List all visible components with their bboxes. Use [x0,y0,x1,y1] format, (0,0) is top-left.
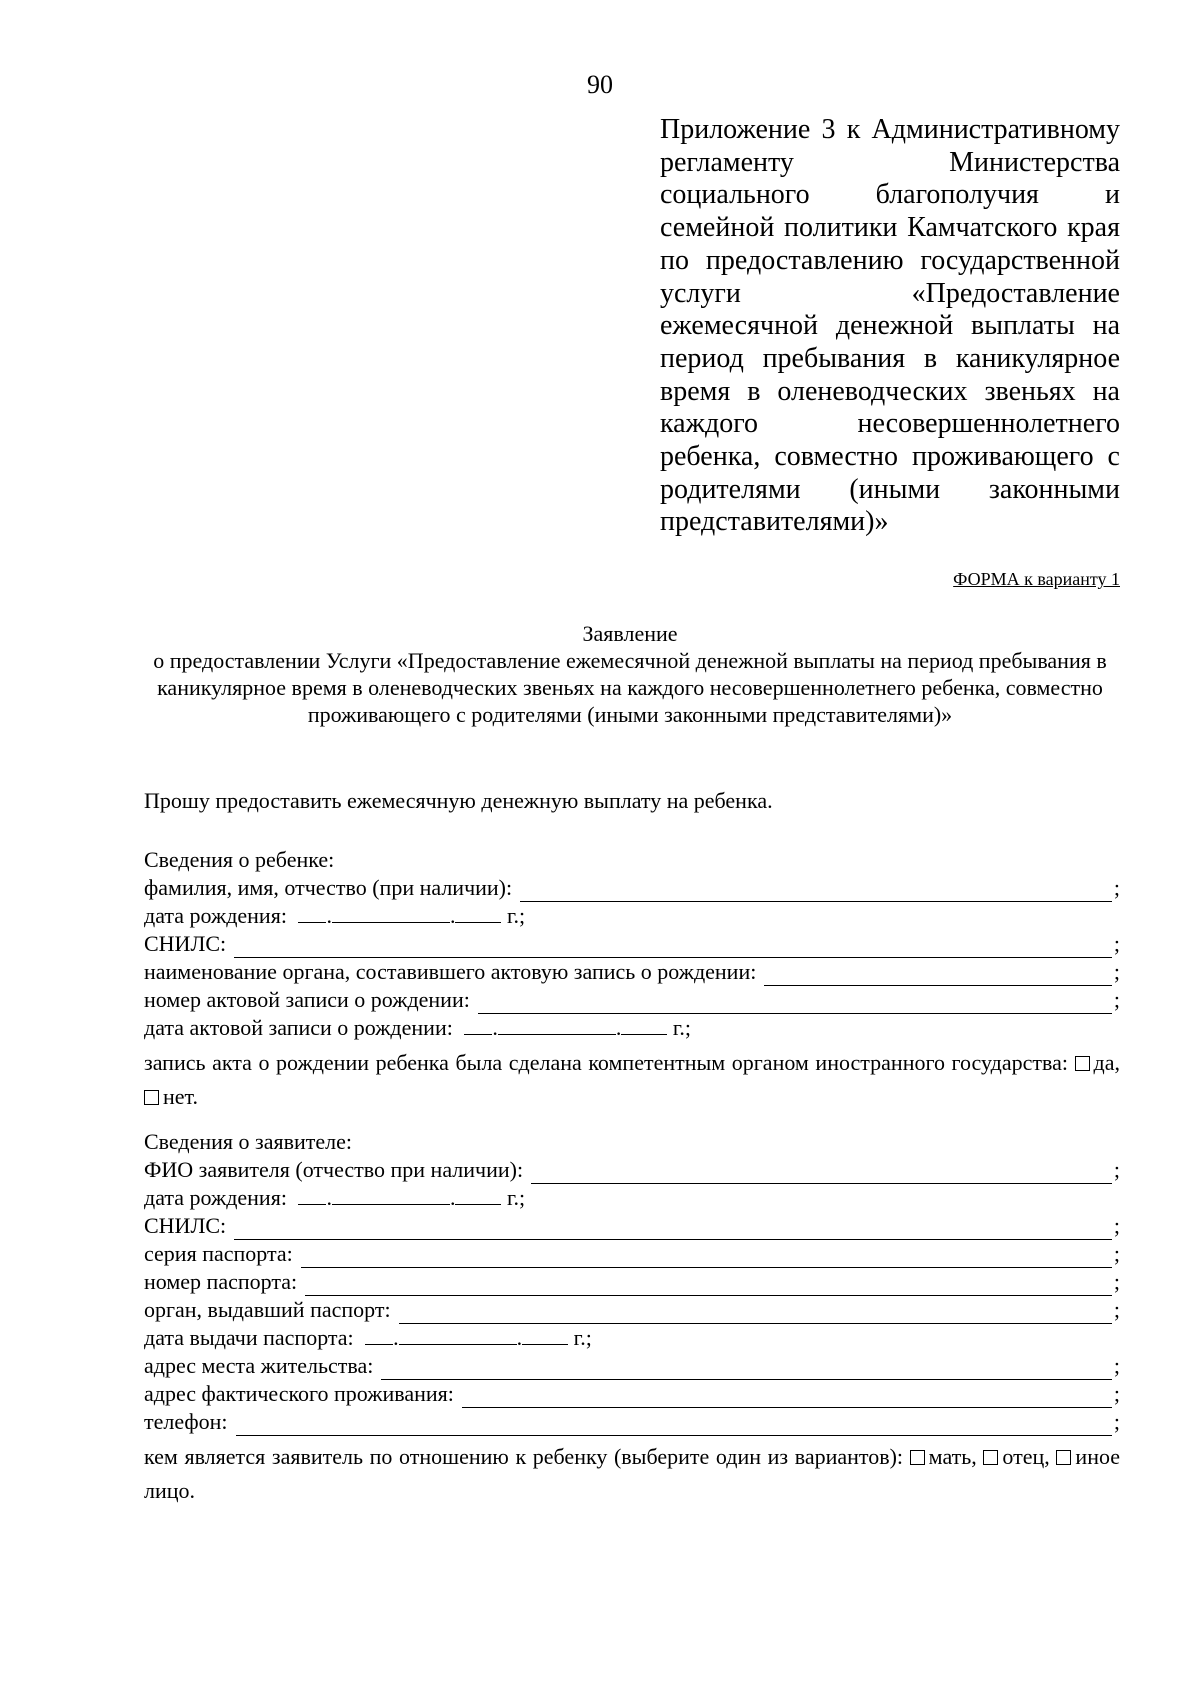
child-foreign-text: запись акта о рождении ребенка была сделана компетентным органом иностранного государства: [144,1050,1068,1075]
passport-number-field[interactable] [305,1275,1112,1296]
year-field[interactable] [455,904,501,923]
form-variant-label: ФОРМА к варианту 1 [953,569,1120,589]
applicant-snils-field[interactable] [234,1219,1112,1240]
child-record-date-row: дата актовой записи о рождении: . . г.; [144,1015,691,1040]
actual-address-row: адрес фактического проживания: ; [144,1381,1120,1406]
actual-address-field[interactable] [462,1387,1112,1408]
applicant-fio-field[interactable] [531,1163,1112,1184]
child-fio-label: фамилия, имя, отчество (при наличии): [144,875,513,900]
title-subtitle: о предоставлении Услуги «Предоставление ежемесячной денежной выплаты на период пребывания в каникулярное время в оленеводческих звеньях на каждого несовершеннолетнего ребенка, совместно проживающего с родителями (иными законными представителями)» [153,648,1107,727]
child-organ-label: наименование органа, составившего актовую запись о рождении: [144,959,757,984]
relation-text: кем является заявитель по отношению к ребенку (выберите один из вариантов): [144,1444,904,1469]
applicant-heading: Сведения о заявителе: [144,1129,353,1154]
child-snils-row: СНИЛС: ; [144,931,1120,956]
phone-label: телефон: [144,1409,228,1434]
father-checkbox[interactable] [983,1450,998,1465]
child-snils-field[interactable] [234,937,1112,958]
applicant-snils-row: СНИЛС: ; [144,1213,1120,1238]
applicant-fio-label: ФИО заявителя (отчество при наличии): [144,1157,524,1182]
document-title [140,620,1120,728]
child-birth-row: дата рождения: . . г.; [144,903,526,928]
child-foreign-record [144,1046,1120,1114]
passport-series-label: серия паспорта: [144,1241,293,1266]
child-fio-row [144,874,1120,902]
applicant-relation [144,1440,1120,1508]
child-snils-label: СНИЛС: [144,931,227,956]
passport-issuer-field[interactable] [399,1303,1112,1324]
mother-label: мать, [928,1444,977,1469]
month-field[interactable] [399,1326,517,1345]
year-field[interactable] [621,1016,667,1035]
other-label: иное лицо. [144,1444,1121,1503]
other-checkbox[interactable] [1056,1450,1071,1465]
appendix-note [660,114,1120,539]
yes-label: да, [1093,1050,1120,1075]
day-field[interactable] [298,904,326,923]
residence-field[interactable] [381,1359,1111,1380]
mother-checkbox[interactable] [910,1450,925,1465]
phone-row: телефон: ; [144,1409,1120,1434]
no-label: нет. [163,1084,198,1109]
day-field[interactable] [464,1016,492,1035]
child-heading: Сведения о ребенке: [144,847,335,872]
applicant-section [144,1128,1120,1508]
passport-series-row: серия паспорта: ; [144,1241,1120,1266]
year-field[interactable] [522,1326,568,1345]
passport-series-field[interactable] [301,1247,1112,1268]
passport-number-row: номер паспорта: ; [144,1269,1120,1294]
father-label: отец, [1002,1444,1050,1469]
applicant-birth-row: дата рождения: . . г.; [144,1185,526,1210]
no-checkbox[interactable] [144,1090,159,1105]
actual-address-label: адрес фактического проживания: [144,1381,454,1406]
page-number: 90 [587,70,613,99]
passport-date-row: дата выдачи паспорта: . . г.; [144,1325,592,1350]
residence-label: адрес места жительства: [144,1353,374,1378]
phone-field[interactable] [236,1415,1112,1436]
semicolon: ; [1113,875,1120,900]
month-field[interactable] [498,1016,616,1035]
child-fio-field[interactable] [520,881,1112,902]
request-text: Прошу предоставить ежемесячную денежную выплату на ребенка. [144,788,773,813]
applicant-birth-label: дата рождения: [144,1185,287,1210]
child-section [144,846,1120,1114]
day-field[interactable] [298,1186,326,1205]
residence-row: адрес места жительства: ; [144,1353,1120,1378]
applicant-fio-row: ФИО заявителя (отчество при наличии): ; [144,1157,1120,1182]
child-record-date-label: дата актовой записи о рождении: [144,1015,453,1040]
title-heading: Заявление [582,621,678,646]
appendix-text: Приложение 3 к Административному регламенту Министерства социального благополучия и семейной политики Камчатского края по предоставлению государственной услуги «Предоставление ежемесячной денежной выплаты на период пребывания в каникулярное время в оленеводческих звеньях на каждого несовершеннолетнего ребенка, совместно проживающего с родителями (иными законными представителями)» [660,114,1120,538]
passport-number-label: номер паспорта: [144,1269,298,1294]
day-field[interactable] [365,1326,393,1345]
child-birth-label: дата рождения: [144,903,287,928]
child-record-number-field[interactable] [478,993,1112,1014]
month-field[interactable] [332,1186,450,1205]
child-record-number-row: номер актовой записи о рождении: ; [144,987,1120,1012]
month-field[interactable] [332,904,450,923]
year-field[interactable] [455,1186,501,1205]
applicant-snils-label: СНИЛС: [144,1213,227,1238]
passport-date-label: дата выдачи паспорта: [144,1325,354,1350]
passport-issuer-row: орган, выдавший паспорт: ; [144,1297,1120,1322]
child-organ-row: наименование органа, составившего актовую запись о рождении: ; [144,959,1120,984]
child-organ-field[interactable] [764,965,1112,986]
yes-checkbox[interactable] [1075,1056,1090,1071]
passport-issuer-label: орган, выдавший паспорт: [144,1297,391,1322]
child-record-number-label: номер актовой записи о рождении: [144,987,470,1012]
